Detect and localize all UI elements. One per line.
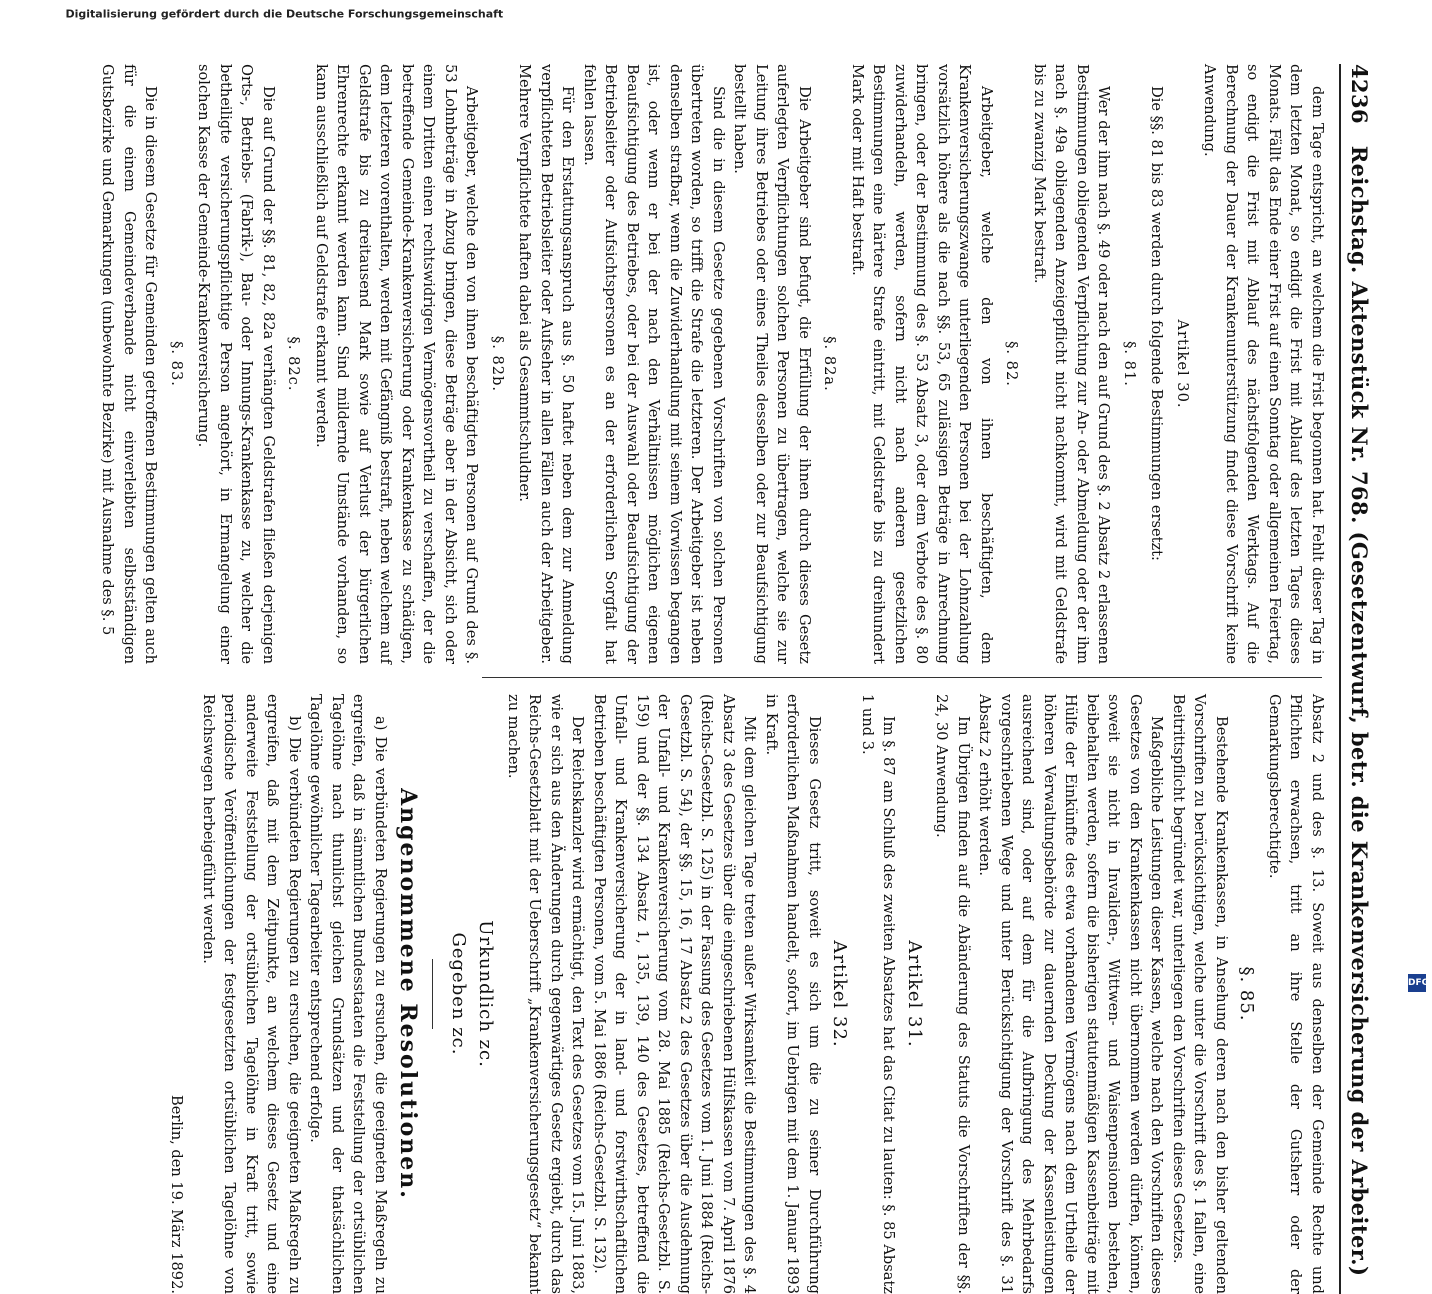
- page-number: 4236: [1347, 64, 1372, 125]
- paragraph: a) Die verbündeten Regierungen zu ersuchen, die geeigneten Maßregeln zu ergreifen, daß in sämmtlichen Bundesstaaten die Feststellung der ortsüblichen Tagelöhne nach thunlichst gleichen Grundsätzen und der thatsächlichen Tagelöhne gewöhnlicher Tagearbeiter entsprechend erfolge.: [307, 694, 389, 1294]
- paragraph: Für den Erstattungsanspruch aus §. 50 haftet neben dem zur Anmeldung verpflichteten Betriebsleiter oder Aufseher in allen Fällen auch der Arbeitgeber. Mehrere Verpflichtete haften dabei als Gesammtschuldner.: [516, 64, 577, 664]
- section-heading: §. 82b.: [489, 335, 506, 393]
- digitization-note: [62, 4, 504, 22]
- section-heading: Artikel 32.: [829, 940, 851, 1048]
- left-column: [99, 64, 1328, 664]
- section-heading: Urkundlich zc.: [475, 920, 497, 1068]
- page-header: [1347, 64, 1372, 1294]
- paragraph: Mit dem gleichen Tage treten außer Wirksamkeit die Bestimmungen des §. 4 Absatz 3 des Gesetzes über die eingeschriebenen Hülfskassen vom 7. April 1876 (Reichs-Gesetzbl. S. 125) in der Fassung des Gesetzes vom 1. Juni 1884 (Reichs-Gesetzbl. S. 54), der §§. 15, 16, 17 Absatz 2 des Gesetzes über die Ausdehnung der Unfall- und Krankenversicherung vom 28. Mai 1885 (Reichs-Gesetzbl. S. 159) und der §§. 134 Absatz 1, 135, 139, 140 des Gesetzes, betreffend die Unfall- und Krankenversicherung der in land- und forstwirthschaftlichen Betrieben beschäftigten Personen, vom 5. Mai 1886 (Reichs-Gesetzbl. S. 132).: [591, 694, 759, 1294]
- paragraph: Sind die in diesem Gesetze gegebenen Vorschriften von solchen Personen übertreten worden, so trifft die Strafe die letzteren. Der Arbeitgeber ist neben denselben strafbar, wenn die Zuwiderhandlung mit seinem Vorwissen begangen ist, oder wenn er bei der nach den Verhältnissen möglichen eigenen Beaufsichtigung des Betriebes, oder bei der Auswahl oder Beaufsichtigung der Betriebsleiter oder Aufsichtspersonen es an der erforderlichen Sorgfalt hat fehlen lassen.: [581, 64, 727, 664]
- paragraph: Die auf Grund der §§. 81, 82, 82a verhängten Geldstrafen fließen derjenigen Orts-, Betriebs- (Fabrik-), Bau- oder Innungs-Krankenkasse zu, welcher die betheiligte versicherungspflichtige Person angehört, in Ermangelung einer solchen Kasse der Gemeinde-Krankenversicherung.: [195, 64, 277, 664]
- paragraph: Die in diesem Gesetze für Gemeinden getroffenen Bestimmungen gelten auch für die einem Gemeindeverbande nicht einverleibten selbstständigen Gutsbezirke und Gemarkungen (unbewohnte Bezirke) mit Ausnahme des §. 5: [99, 64, 160, 664]
- paragraph: b) Die verbündeten Regierungen zu ersuchen, die geeigneten Maßregeln zu ergreifen, daß mit dem Zeitpunkte, an welchem dieses Gesetz und eine anderweite Feststellung der ortsüblichen Tagelöhne in Kraft tritt, sowie periodische Veröffentlichungen der festgesetzten ortsüblichen Tagelöhne von Reichswegen herbeigeführt werden.: [200, 694, 303, 1294]
- page-header-title: Reichstag. Aktenstück Nr. 768. (Gesetzentwurf, betr. die Krankenversicherung der Arbeiter.): [1347, 145, 1372, 1277]
- paragraph: Die §§. 81 bis 83 werden durch folgende Bestimmungen ersetzt:: [1148, 86, 1166, 561]
- date-line: Berlin, den 19. März 1892.: [168, 1095, 186, 1294]
- header-rule: [1339, 64, 1341, 1294]
- section-heading: §. 82a.: [821, 336, 839, 392]
- resolutions-heading: Angenommene Resolutionen.: [395, 788, 422, 1200]
- digitization-note-text: Digitalisierung gefördert durch die Deutsche Forschungsgemeinschaft: [65, 7, 504, 21]
- paragraph: Der Reichskanzler wird ermächtigt, den Text des Gesetzes vom 15. Juni 1883, wie er sich aus den Änderungen durch gegenwärtiges Gesetz ergiebt, durch das Reichs-Gesetzblatt mit der Ueberschrift „Krankenversicherungsgesetz“ bekannt zu machen.: [505, 694, 587, 1294]
- section-heading: Artikel 31.: [904, 940, 925, 1048]
- paragraph: Maßgebliche Leistungen dieser Kassen, welche nach den Vorschriften dieses Gesetzes von den Krankenkassen nicht übernommen werden dürfen, können, soweit sie nicht in Invaliden-, Wittwen- und Waisenpensionen bestehen, beibehalten werden, sofern die bisherigen statutenmäßigen Kassenbeiträge mit Hülfe der Einkünfte des etwa vorhandenen Vermögens nach dem Urtheile der höheren Verwaltungsbehörde zur dauernden Deckung der Kassenleistungen ausreichend sind, oder auf dem für die Aufbringung des Mehrbedarfs vorgeschriebenen Wege und unter Berücksichtigung der Vorschrift des §. 31 Absatz 2 erhöht werden.: [976, 694, 1166, 1294]
- section-heading: §. 82.: [1003, 341, 1021, 387]
- paragraph: Im §. 87 am Schluß des zweiten Absatzes hat das Citat zu lauten: §. 85 Absatz 1 und 3.: [859, 694, 898, 1294]
- paragraph: dem Tage entspricht, an welchem die Frist begonnen hat. Fehlt dieser Tag in dem letzten Monat, so endigt die Frist mit Ablauf des letzten Tages dieses Monats. Fällt das Ende einer Frist auf einen Sonntag oder allgemeinen Feiertag, so endigt die Frist mit Ablauf des nächstfolgenden Werktags. Auf die Berechnung der Dauer der Krankenunterstützung findet diese Vorschrift keine Anwendung.: [1201, 64, 1326, 664]
- page-content: [99, 64, 1372, 1294]
- section-heading: Artikel 30.: [1174, 319, 1191, 409]
- section-heading: §. 85.: [1236, 966, 1258, 1022]
- dfg-logo: DFG: [1408, 974, 1426, 992]
- text-columns: [99, 64, 1328, 1294]
- paragraph: Absatz 2 und des §. 13. Soweit aus denselben der Gemeinde Rechte und Pflichten erwachsen, tritt an ihre Stelle der Gutsherr oder der Gemarkungsberechtigte.: [1266, 694, 1326, 1294]
- section-heading: Gegeben zc.: [448, 932, 469, 1056]
- section-divider: [433, 959, 434, 1029]
- right-column: [168, 694, 1328, 1294]
- paragraph: Bestehende Krankenkassen, in Ansehung deren nach den bisher geltenden Vorschriften zu berücksichtigen, welche unter die Vorschrift des §. 1 fallen, eine Beitrittspflicht begründet war, unterliegen den Vorschriften dieses Gesetzes.: [1170, 694, 1230, 1294]
- section-heading: §. 82c.: [285, 336, 303, 392]
- section-heading: §. 81.: [1121, 341, 1138, 387]
- column-divider: [482, 677, 1322, 678]
- paragraph: Arbeitgeber, welche den von ihnen beschäftigten Personen auf Grund des §. 53 Lohnbeträge in Abzug bringen, diese Beträge aber in der Absicht, sich oder einem Dritten einen rechtswidrigen Vermögensvortheil zu verschaffen, der die betreffende Gemeinde-Krankenversicherung oder Krankenkasse zu schädigen, dem letzteren vorenthalten, werden mit Gefängniß bestraft, neben welchem auf Geldstrafe bis zu dreitausend Mark sowie auf Verlust der bürgerlichen Ehrenrechte erkannt werden kann. Sind mildernde Umstände vorhanden, so kann ausschließlich auf Geldstrafe erkannt werden.: [313, 64, 481, 664]
- paragraph: Die Arbeitgeber sind befugt, die Erfüllung der ihnen durch dieses Gesetz auferlegten Verpflichtungen solchen Personen zu übertragen, welche sie zur Leitung ihres Betriebes oder eines Theiles desselben oder zur Beaufsichtigung bestellt haben.: [731, 64, 813, 664]
- paragraph: Dieses Gesetz tritt, soweit es sich um die zu seiner Durchführung erforderlichen Maßnahmen handelt, sofort, im Uebrigen mit dem 1. Januar 1893 in Kraft.: [763, 694, 823, 1294]
- section-heading: §. 83.: [168, 341, 185, 387]
- paragraph: Wer der ihm nach §. 49 oder nach den auf Grund des §. 2 Absatz 2 erlassenen Bestimmungen obliegenden Verpflichtung zur An- oder Abmeldung oder der ihm nach §. 49a obliegenden Anzeigepflicht nicht nachkommt, wird mit Geldstrafe bis zu zwanzig Mark bestraft.: [1031, 64, 1113, 664]
- paragraph: Arbeitgeber, welche den von ihnen beschäftigten, dem Krankenversicherungszwange unterliegenden Personen bei der Lohnzahlung vorsätzlich höhere als die nach §§. 53, 65 zulässigen Beträge in Anrechnung bringen, oder der Bestimmung des §. 53 Absatz 3, oder dem Verbote des §. 80 zuwiderhandeln, werden, sofern nicht nach anderen gesetzlichen Bestimmungen eine härtere Strafe eintritt, mit Geldstrafe bis zu dreihundert Mark oder mit Haft bestraft.: [849, 64, 995, 664]
- paragraph: Im Übrigen finden auf die Abänderung des Statuts die Vorschriften der §§. 24, 30 Anwendung.: [933, 694, 972, 1294]
